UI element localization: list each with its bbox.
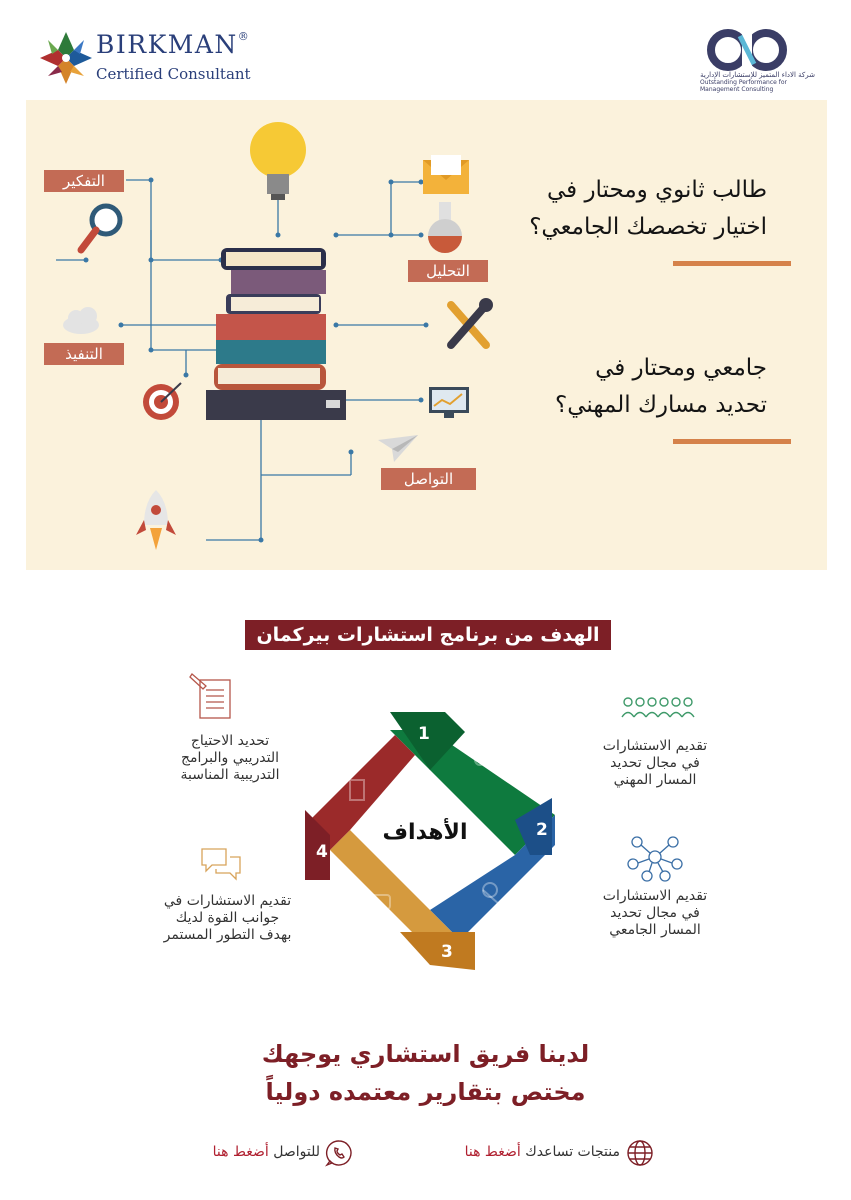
paper-plane-icon <box>378 435 418 462</box>
company-logo-icon <box>704 28 790 72</box>
products-text: منتجات تساعدك أضغط هنا <box>464 1144 620 1160</box>
birkman-subtitle: Certified Consultant <box>96 65 251 83</box>
products-link-text[interactable]: أضغط هنا <box>464 1144 521 1160</box>
book-stack-icon <box>206 248 346 420</box>
question-university-underline <box>673 439 791 444</box>
goal-number-1: 1 <box>418 724 430 744</box>
hero-illustration <box>26 100 827 570</box>
tag-analysis: التحليل <box>408 260 488 282</box>
contact-text: للتواصل أضغط هنا <box>212 1144 320 1160</box>
goal-number-2: 2 <box>536 820 548 840</box>
monitor-icon <box>429 387 469 418</box>
cloud-icon <box>63 307 99 334</box>
goal-1-text: تقديم الاستشارات في مجال تحديد المسار المهني <box>602 738 708 788</box>
target-icon <box>143 383 181 420</box>
goal-2-text: تقديم الاستشارات في مجال تحديد المسار الجامعي <box>602 888 708 938</box>
notepad-icon <box>188 670 240 722</box>
tag-thinking: التفكير <box>44 170 124 192</box>
company-name: شركة الاداء المتميز للإستشارات الإدارية Outstanding Performance for Management Consulting <box>700 71 815 93</box>
rocket-icon <box>136 490 176 550</box>
goals-title: الهدف من برنامج استشارات بيركمان <box>245 620 611 650</box>
goals-center-label: الأهداف <box>382 820 468 845</box>
magnifier-icon <box>81 206 120 250</box>
page-header <box>0 0 851 100</box>
birkman-logo-icon <box>38 30 94 86</box>
whatsapp-icon <box>325 1139 353 1167</box>
goal-4-text: تحديد الاحتياج التدريبي والبرامج التدريبية المناسبة <box>180 733 280 783</box>
contact-link-text[interactable]: أضغط هنا <box>212 1144 269 1160</box>
tag-execution: التنفيذ <box>44 343 124 365</box>
flask-icon <box>428 202 462 253</box>
question-highschool-underline <box>673 261 791 266</box>
people-icon <box>620 695 696 721</box>
question-university: جامعي ومحتار في تحديد مسارك المهني؟ <box>555 355 767 418</box>
contact-link[interactable] <box>190 1139 360 1169</box>
network-icon <box>625 832 685 882</box>
tools-icon <box>451 298 493 345</box>
lightbulb-icon <box>250 122 306 200</box>
products-link[interactable] <box>445 1139 665 1169</box>
goal-segment-3 <box>330 830 460 940</box>
tag-communication: التواصل <box>381 468 476 490</box>
team-line-2: مختص بتقارير معتمده دولياً <box>265 1078 586 1106</box>
envelope-icon <box>423 155 469 194</box>
birkman-name: BIRKMAN® <box>96 30 251 59</box>
hero-panel <box>26 100 827 570</box>
question-highschool: طالب ثانوي ومحتار في اختيار تخصصك الجامعي؟ <box>529 177 767 240</box>
goal-number-4: 4 <box>316 842 328 862</box>
globe-icon <box>626 1139 654 1167</box>
goal-3-text: تقديم الاستشارات في جوانب القوة لديك بهدف التطور المستمر <box>163 893 292 943</box>
team-line-1: لدينا فريق استشاري يوجهك <box>261 1040 590 1068</box>
chat-icon <box>198 845 244 883</box>
goal-number-3: 3 <box>441 942 453 962</box>
